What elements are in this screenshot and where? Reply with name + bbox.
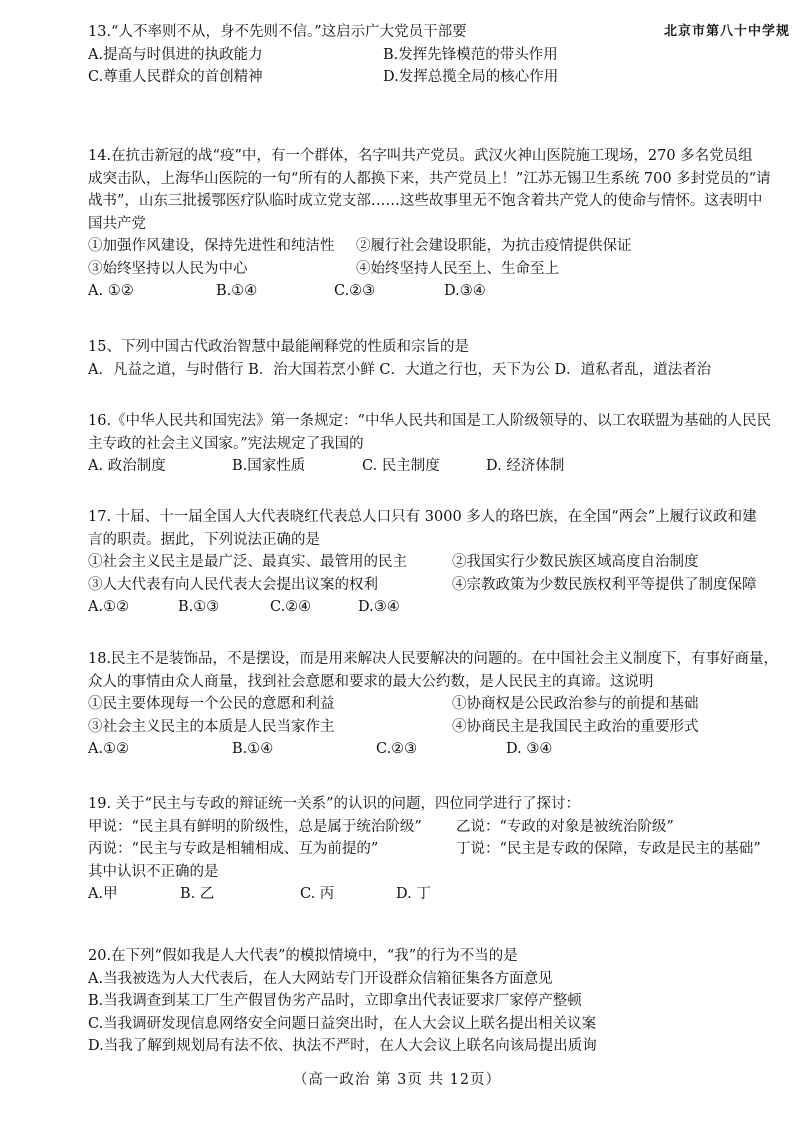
item-4: ④宗教政策为少数民族权利平等提供了制度保障 [452, 576, 757, 593]
choice-b: B. 乙 [180, 886, 215, 902]
item-1: ①民主要体现每一个公民的意愿和利益 [88, 696, 335, 712]
question-stem: 言的职责。据此，下列说法正确的是 [88, 531, 320, 548]
choice-a: A.①② [88, 741, 130, 757]
question-stem: 主专政的社会主义国家。”宪法规定了我国的 [88, 435, 364, 452]
option-a: A.当我被选为人大代表后，在人大网站专门开设群众信箱征集各方面意见 [88, 970, 553, 987]
question-13 [88, 21, 794, 89]
items-row [88, 838, 794, 861]
items-row [88, 235, 794, 258]
item-4: ④始终坚持人民至上、生命至上 [356, 260, 559, 277]
choice-b: B.①④ [232, 741, 274, 757]
question-tail: 其中认识不正确的是 [88, 863, 219, 880]
option-d: D.发挥总揽全局的核心作用 [383, 69, 559, 85]
school-header: 北京市第八十中学规 [663, 24, 790, 39]
choice-b: B.①③ [178, 599, 220, 615]
item-3: ③人大代表有向人民代表大会提出议案的权利 [88, 576, 378, 593]
choice-d: D.③④ [358, 599, 400, 615]
statement-jia: 甲说：“民主具有鲜明的阶级性，总是属于统治阶级” [88, 818, 422, 835]
option-c: C.当我调研发现信息网络安全问题日益突出时，在人大会议上联名提出相关议案 [88, 1015, 597, 1032]
option-d: D.当我了解到规划局有法不依、执法不严时，在人大会议上联名向该局提出质询 [88, 1038, 597, 1054]
question-stem: 17. 十届、十一届全国人大代表晓红代表总人口只有 3000 多人的珞巴族，在全国“两会”上履行议政和建 [88, 509, 757, 525]
statement-yi: 乙说：“专政的对象是被统治阶级” [456, 818, 674, 835]
items-row [88, 258, 794, 281]
choices-row [88, 455, 794, 478]
choices-row [88, 883, 794, 906]
item-1: ①加强作风建设，保持先进性和纯洁性 [88, 238, 335, 254]
choice-d: D. 丁 [396, 886, 431, 902]
choices-row [88, 280, 794, 303]
items-row [88, 551, 794, 574]
choice-c: C.②③ [376, 741, 418, 757]
question-16 [88, 410, 794, 478]
choice-a: A. ①② [88, 283, 134, 299]
choice-c: C. 丙 [300, 886, 335, 902]
question-stem: 19. 关于“民主与专政的辩证统一关系”的认识的问题，四位同学进行了探讨： [88, 796, 580, 812]
item-2: ②我国实行少数民族区域高度自治制度 [452, 554, 699, 570]
question-stem: 成突击队，上海华山医院的一句“所有的人都换下来，共产党员上！”江苏无锡卫生系统 700 多封党员的“请 [88, 170, 771, 187]
option-b: B.当我调查到某工厂生产假冒伪劣产品时，立即拿出代表证要求厂家停产整顿 [88, 993, 582, 1009]
question-stem: 13.“人不率则不从，身不先则不信。”这启示广大党员干部要 [88, 24, 467, 40]
question-stem: 众人的事情由众人商量，找到社会意愿和要求的最大公约数，是人民民主的真谛。这说明 [88, 673, 654, 690]
item-2: ②履行社会建设职能，为抗击疫情提供保证 [356, 238, 632, 254]
statement-bing: 丙说：“民主与专政是相辅相成、互为前提的” [88, 841, 379, 857]
choice-a: A.甲 [88, 886, 118, 902]
item-3: ③始终坚持以人民为中心 [88, 260, 248, 277]
item-4: ④协商民主是我国民主政治的重要形式 [452, 718, 699, 735]
question-stem: 20.在下列“假如我是人大代表”的模拟情境中，“我”的行为不当的是 [88, 948, 518, 964]
item-3: ③社会主义民主的本质是人民当家作主 [88, 718, 335, 735]
question-19 [88, 793, 794, 906]
statement-ding: 丁说：“民主是专政的保障，专政是民主的基础” [456, 841, 761, 857]
question-stem: 国共产党 [88, 215, 146, 232]
question-stem: 14.在抗击新冠的战“疫”中，有一个群体，名字叫共产党员。武汉火神山医院施工现场，270 多名党员组 [88, 148, 753, 164]
choices-row [88, 596, 794, 619]
item-1: ①社会主义民主是最广泛、最真实、最管用的民主 [88, 554, 407, 570]
choices-row [88, 738, 794, 761]
choices-line: A．凡益之道，与时偕行 B．治大国若烹小鲜 C．大道之行也，天下为公 D．道私者乱，道法者治 [88, 361, 712, 378]
options-row [88, 44, 794, 67]
choice-c: C.②④ [270, 599, 312, 615]
option-c: C.尊重人民群众的首创精神 [88, 69, 263, 85]
choice-d: D. ③④ [506, 741, 553, 757]
question-stem: 16.《中华人民共和国宪法》第一条规定：“中华人民共和国是工人阶级领导的、以工农联盟为基础的人民民 [88, 413, 771, 429]
choice-a: A.①② [88, 599, 130, 615]
page-footer: （高一政治 第 3页 共 12页） [292, 1072, 502, 1088]
items-row [88, 693, 794, 716]
question-18 [88, 648, 794, 761]
items-row [88, 574, 794, 597]
item-2: ①协商权是公民政治参与的前提和基础 [452, 696, 699, 712]
question-stem: 15、下列中国古代政治智慧中最能阐释党的性质和宗旨的是 [88, 339, 469, 355]
choice-a: A. 政治制度 [88, 458, 166, 474]
options-row [88, 66, 794, 89]
question-17 [88, 506, 794, 619]
items-row [88, 816, 794, 839]
option-a: A.提高与时俱进的执政能力 [88, 46, 263, 63]
option-b: B.发挥先锋模范的带头作用 [383, 46, 558, 63]
question-14 [88, 145, 794, 303]
question-stem: 战书”，山东三批援鄂医疗队临时成立党支部……这些故事里无不饱含着共产党人的使命与情怀。这表明中 [88, 193, 763, 209]
question-20 [88, 945, 794, 1058]
choice-c: C. 民主制度 [362, 458, 440, 474]
question-stem: 18.民主不是装饰品，不是摆设，而是用来解决人民要解决的问题的。在中国社会主义制度下，有事好商量， [88, 651, 779, 667]
choice-d: D. 经济体制 [486, 458, 565, 474]
choice-b: B.①④ [216, 283, 258, 299]
question-15 [88, 336, 794, 381]
choice-c: C.②③ [334, 283, 376, 299]
choice-d: D.③④ [444, 283, 486, 299]
items-row [88, 716, 794, 739]
choice-b: B.国家性质 [232, 458, 306, 474]
